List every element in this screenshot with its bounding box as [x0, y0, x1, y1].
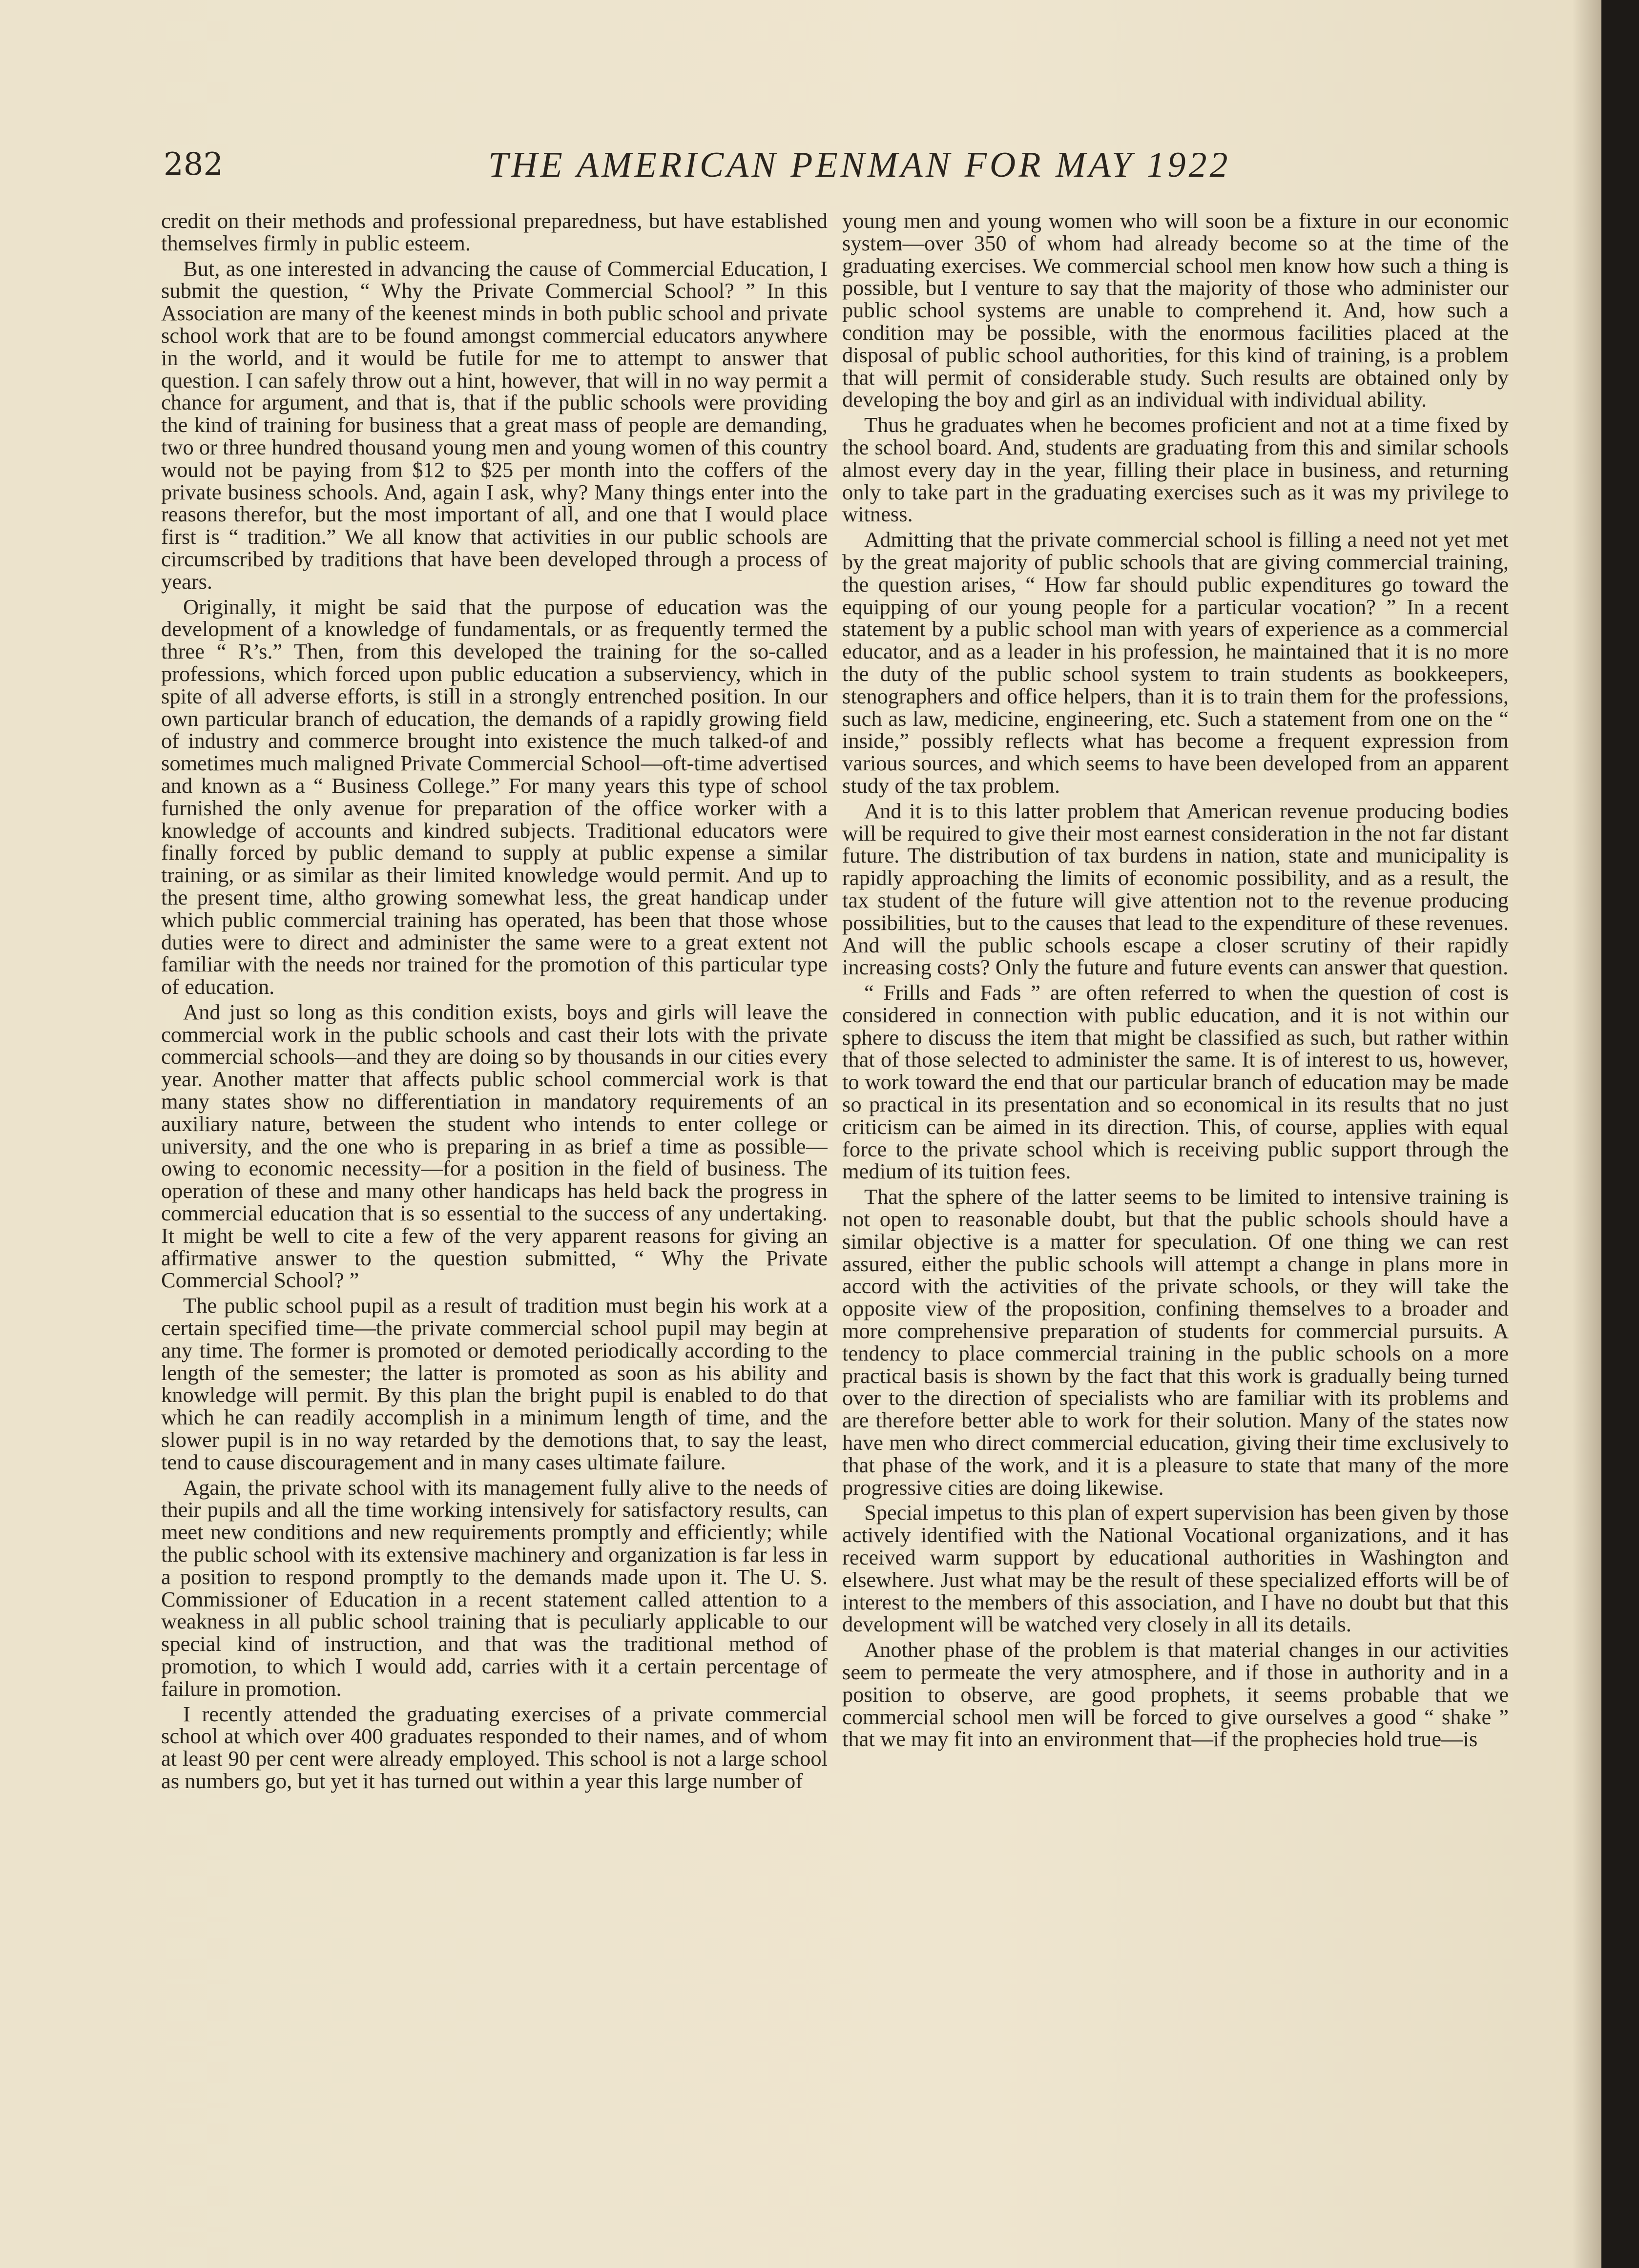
- paragraph: I recently attended the graduating exercises of a private commercial school at which over 400 graduates responded to their names, and of whom at least 90 per cent were already employed. This school is not a large school as numbers go, but yet it has turned out within a year this large number of: [161, 1701, 828, 1793]
- paragraph: The public school pupil as a result of tradition must begin his work at a certain specified time—the private commercial school pupil may begin at any time. The former is promoted or demoted periodically according to the length of the semester; the latter is promoted as soon as his ability and knowledge will permit. By this plan the bright pupil is enabled to do that which he can readily accomplish in a minimum length of time, and the slower pupil is in no way retarded by the demotions that, to say the least, tend to cause discouragement and in many cases ultimate failure.: [161, 1293, 828, 1474]
- book-spine: [1601, 0, 1639, 2268]
- paragraph: credit on their methods and professional preparedness, but have established themselves firmly in public esteem.: [161, 210, 828, 255]
- paragraph: But, as one interested in advancing the cause of Commercial Education, I submit the question, “ Why the Private Commercial School? ” In this Association are many of the keenest minds in both public school and private school work that are to be found amongst commercial educators anywhere in the world, and it would be futile for me to attempt to answer that question. I can safely throw out a hint, however, that will in no way permit a chance for argument, and that is, that if the public schools were providing the kind of training for business that a great mass of people are demanding, two or three hundred thousand young men and young women of this country would not be paying from $12 to $25 per month into the coffers of the private business schools. And, again I ask, why? Many things enter into the reasons therefor, but the most important of all, and one that I would place first is “ tradition.” We all know that activities in our public schools are circumscribed by traditions that have been developed through a process of years.: [161, 256, 828, 594]
- paragraph: Admitting that the private commercial school is filling a need not yet met by the great majority of public schools that are giving commercial training, the question arises, “ How far should public expenditures go toward the equipping of our young people for a particular vocation? ” In a recent statement by a public school man with years of experience as a commercial educator, and as a leader in his profession, he maintained that it is no more the duty of the public school system to train students as bookkeepers, stenographers and office helpers, than it is to train them for the professions, such as law, medicine, engineering, etc. Such a statement from one on the “ inside,” possibly reflects what has become a frequent expression from various sources, and which seems to have been developed from an apparent study of the tax problem.: [842, 527, 1509, 798]
- page-number: 282: [164, 146, 224, 183]
- paragraph: And just so long as this condition exists, boys and girls will leave the commercial work in the public schools and cast their lots with the private commercial schools—and they are doing so by thousands in our cities every year. Another matter that affects public school commercial work is that many states show no differentiation in mandatory requirements of an auxiliary nature, between the student who intends to enter college or university, and the one who is preparing in as brief a time as possible—owing to economic necessity—for a position in the field of business. The operation of these and many other handicaps has held back the progress in commercial education that is so essential to the success of any undertaking. It might be well to cite a few of the very apparent reasons for giving an affirmative answer to the question submitted, “ Why the Private Commercial School? ”: [161, 999, 828, 1293]
- paragraph: And it is to this latter problem that American revenue producing bodies will be required to give their most earnest consideration in the not far distant future. The distribution of tax burdens in nation, state and municipality is rapidly approaching the limits of economic possibility, and as a result, the tax student of the future will give attention not to the revenue producing possibilities, but to the causes that lead to the expenditure of these revenues. And will the public schools escape a closer scrutiny of their rapidly increasing costs? Only the future and future events can answer that question.: [842, 798, 1509, 980]
- paragraph: “ Frills and Fads ” are often referred to when the question of cost is considered in connection with public education, and it is not within our sphere to discuss the item that might be classified as such, but rather within that of those selected to administer the same. It is of interest to us, however, to work toward the end that our particular branch of education may be made so practical in its presentation and so economical in its results that no just criticism can be aimed in its direction. This, of course, applies with equal force to the private school which is receiving public support through the medium of its tuition fees.: [842, 980, 1509, 1184]
- paragraph: That the sphere of the latter seems to be limited to intensive training is not open to reasonable doubt, but that the public schools should have a similar objective is a matter for speculation. Of one thing we can rest assured, either the public schools will attempt a change in plans more in accord with the activities of the private schools, or they will take the opposite view of the proposition, confining themselves to a broader and more comprehensive preparation of students for commercial pursuits. A tendency to place commercial training in the public schools on a more practical basis is shown by the fact that this work is gradually being turned over to the direction of specialists who are familiar with its problems and are therefore better able to work for their solution. Many of the states now have men who direct commercial education, giving their time exclusively to that phase of the work, and it is a pleasure to state that many of the more progressive cities are doing likewise.: [842, 1184, 1509, 1500]
- paragraph: Thus he graduates when he becomes proficient and not at a time fixed by the school board. And, students are graduating from this and similar schools almost every day in the year, filling their place in business, and returning only to take part in the graduating exercises such as it was my privilege to witness.: [842, 412, 1509, 527]
- right-column: [842, 210, 1509, 2016]
- paragraph: Originally, it might be said that the purpose of education was the development of a knowledge of fundamentals, or as frequently termed the three “ R’s.” Then, from this developed the training for the so-called professions, which forced upon public education a subserviency, which in spite of all adverse efforts, is still in a strongly entrenched position. In our own particular branch of education, the demands of a rapidly growing field of industry and commerce brought into existence the much talked-of and sometimes much maligned Private Commercial School—oft-time advertised and known as a “ Business College.” For many years this type of school furnished the only avenue for preparation of the office worker with a knowledge of accounts and kindred subjects. Traditional educators were finally forced by public demand to supply at public expense a similar training, or as similar as their limited knowledge would permit. And up to the present time, altho growing somewhat less, the great handicap under which public commercial training has operated, has been that those whose duties were to direct and administer the same were to a great extent not familiar with the needs nor trained for the promotion of this particular type of education.: [161, 594, 828, 999]
- paragraph: Again, the private school with its management fully alive to the needs of their pupils and all the time working intensively for satisfactory results, can meet new conditions and new requirements promptly and efficiently; while the public school with its extensive machinery and organization is far less in a position to respond promptly to the demands made upon it. The U. S. Commissioner of Education in a recent statement called attention to a weakness in all public school training that is peculiarly applicable to our special kind of instruction, and that was the traditional method of promotion, to which I would add, carries with it a certain percentage of failure in promotion.: [161, 1475, 828, 1701]
- paragraph: young men and young women who will soon be a fixture in our economic system—over 350 of whom had already become so at the time of the graduating exercises. We commercial school men know how such a thing is possible, but I venture to say that the majority of those who administer our public school systems are unable to comprehend it. And, how such a condition may be possible, with the enormous facilities placed at the disposal of public school authorities, for this kind of training, is a problem that will permit of considerable study. Such results are obtained only by developing the boy and girl as an individual with individual ability.: [842, 210, 1509, 412]
- paragraph: Another phase of the problem is that material changes in our activities seem to permeate the very atmosphere, and if those in authority and in a position to observe, are good prophets, it seems probable that we commercial school men will be forced to give ourselves a good “ shake ” that we may fit into an environment that—if the prophecies hold true—is: [842, 1637, 1509, 1752]
- paragraph: Special impetus to this plan of expert supervision has been given by those actively identified with the National Vocational organizations, and it has received warm support by educational authorities in Washington and elsewhere. Just what may be the result of these specialized efforts will be of interest to the members of this association, and I have no doubt but that this development will be watched very closely in all its details.: [842, 1500, 1509, 1637]
- left-column: [161, 210, 828, 2016]
- page-edge-shadow: [1572, 0, 1601, 2268]
- running-head: THE AMERICAN PENMAN FOR MAY 1922: [488, 145, 1231, 185]
